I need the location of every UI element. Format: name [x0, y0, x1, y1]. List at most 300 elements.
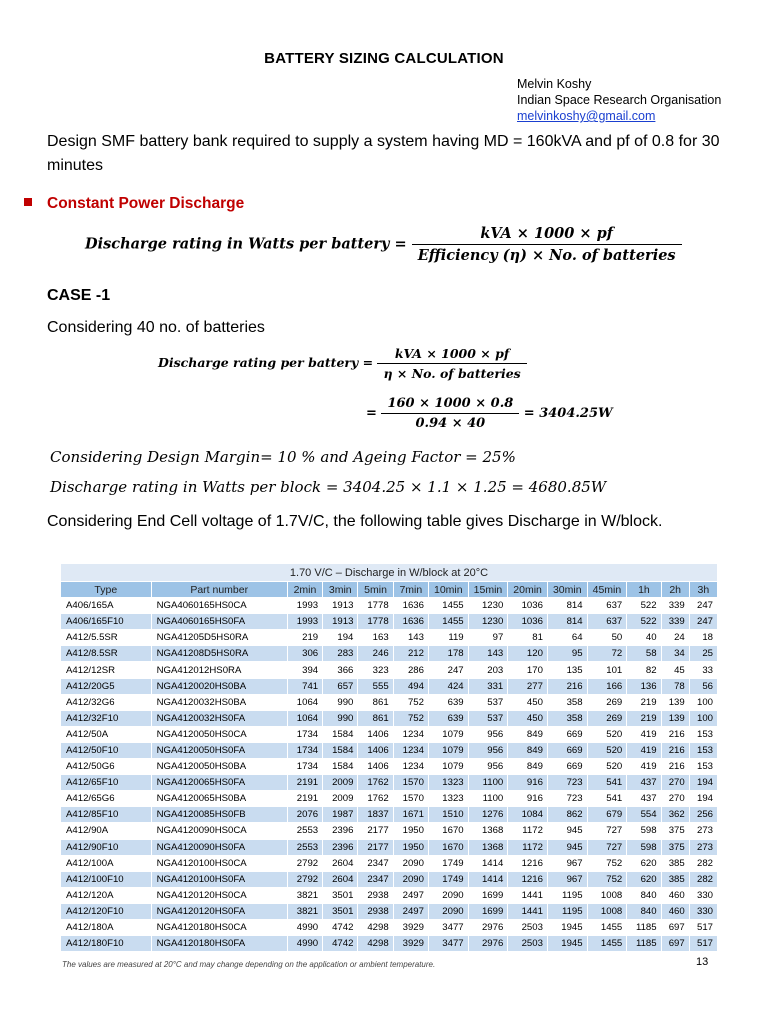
table-cell: 679 [587, 807, 627, 823]
table-cell: 216 [661, 742, 689, 758]
table-cell: 3821 [287, 903, 322, 919]
table-cell: 537 [468, 710, 508, 726]
table-cell: 366 [323, 662, 358, 678]
table-cell: 82 [627, 662, 661, 678]
table-cell: 219 [627, 694, 661, 710]
table-cell: 170 [508, 662, 548, 678]
table-cell: NGA4120050HS0FA [151, 742, 287, 758]
table-cell: 3501 [323, 903, 358, 919]
table-cell: 1234 [393, 742, 428, 758]
table-cell: 1216 [508, 855, 548, 871]
table-cell: 1195 [547, 887, 587, 903]
table-cell: A412/90F10 [61, 839, 152, 855]
table-cell: 1762 [358, 775, 393, 791]
table-cell: 1414 [468, 855, 508, 871]
table-cell: 330 [689, 887, 717, 903]
table-cell: 741 [287, 678, 322, 694]
table-cell: 669 [547, 726, 587, 742]
table-cell: 598 [627, 823, 661, 839]
table-cell: 990 [323, 694, 358, 710]
table-cell: 2553 [287, 823, 322, 839]
table-cell: 555 [358, 678, 393, 694]
table-title: 1.70 V/C – Discharge in W/block at 20°C [61, 564, 718, 582]
table-cell: 135 [547, 662, 587, 678]
table-cell: 2503 [508, 919, 548, 935]
table-row [61, 791, 718, 807]
table-cell: 1172 [508, 823, 548, 839]
table-cell: 219 [287, 630, 322, 646]
table-cell: A412/20G5 [61, 678, 152, 694]
table-cell: 119 [428, 630, 468, 646]
table-cell: A412/50A [61, 726, 152, 742]
table-cell: 24 [661, 630, 689, 646]
table-cell: 2009 [323, 775, 358, 791]
table-cell: 727 [587, 823, 627, 839]
table-cell: 72 [587, 646, 627, 662]
table-cell: 1441 [508, 887, 548, 903]
table-cell: NGA4120032HS0FA [151, 710, 287, 726]
table-cell: 4298 [358, 919, 393, 935]
table-cell: 216 [661, 726, 689, 742]
table-cell: NGA4120180HS0FA [151, 936, 287, 952]
table-cell: NGA4120085HS0FB [151, 807, 287, 823]
table-cell: 2191 [287, 791, 322, 807]
table-cell: A412/85F10 [61, 807, 152, 823]
table-cell: NGA4120100HS0FA [151, 871, 287, 887]
table-row [61, 678, 718, 694]
table-cell: 120 [508, 646, 548, 662]
column-header: 2min [287, 582, 322, 598]
table-cell: 2792 [287, 871, 322, 887]
equation-numeric [366, 396, 613, 431]
table-cell: 97 [468, 630, 508, 646]
table-cell: 385 [661, 855, 689, 871]
table-cell: 2497 [393, 887, 428, 903]
table-cell: 1079 [428, 759, 468, 775]
table-cell: 81 [508, 630, 548, 646]
table-cell: 1036 [508, 614, 548, 630]
table-cell: 166 [587, 678, 627, 694]
table-cell: 956 [468, 759, 508, 775]
table-cell: 520 [587, 742, 627, 758]
table-cell: 450 [508, 710, 548, 726]
eq3-equals: = [366, 406, 377, 421]
table-row [61, 823, 718, 839]
intro-paragraph: Design SMF battery bank required to supply a system having MD = 160kVA and pf of 0.8 for 30 minutes [47, 133, 720, 174]
table-cell: 460 [661, 903, 689, 919]
per-block-line: Discharge rating in Watts per block = 3404.25 × 1.1 × 1.25 = 4680.85W [50, 478, 607, 496]
design-margin-line: Considering Design Margin= 10 % and Ageing Factor = 25% [50, 448, 516, 466]
table-cell: NGA4120065HS0BA [151, 791, 287, 807]
table-cell: 2497 [393, 903, 428, 919]
table-cell: 375 [661, 823, 689, 839]
table-cell: 339 [661, 598, 689, 614]
table-cell: 2938 [358, 887, 393, 903]
case-heading: CASE -1 [47, 287, 111, 304]
table-cell: 2347 [358, 855, 393, 871]
table-cell: 541 [587, 775, 627, 791]
author-block [517, 76, 721, 124]
eq2-lhs: Discharge rating per battery = [158, 355, 374, 370]
table-cell: 522 [627, 614, 661, 630]
table-cell: 1084 [508, 807, 548, 823]
table-cell: 1993 [287, 598, 322, 614]
table-cell: 723 [547, 791, 587, 807]
table-cell: 1749 [428, 855, 468, 871]
table-cell: 1185 [627, 919, 661, 935]
table-cell: 1762 [358, 791, 393, 807]
table-cell: NGA4120180HS0CA [151, 919, 287, 935]
table-cell: 1636 [393, 614, 428, 630]
table-cell: 330 [689, 903, 717, 919]
table-cell: NGA4120065HS0FA [151, 775, 287, 791]
table-cell: 1195 [547, 903, 587, 919]
table-cell: 1734 [287, 742, 322, 758]
eq1-fraction [412, 225, 682, 264]
table-row [61, 646, 718, 662]
table-cell: 219 [627, 710, 661, 726]
table-cell: 1945 [547, 919, 587, 935]
table-cell: 522 [627, 598, 661, 614]
table-cell: 362 [661, 807, 689, 823]
table-header-row [61, 582, 718, 598]
discharge-table-container [60, 563, 718, 952]
table-cell: 2792 [287, 855, 322, 871]
table-cell: NGA4120032HS0BA [151, 694, 287, 710]
table-cell: 637 [587, 614, 627, 630]
column-header: 20min [508, 582, 548, 598]
table-cell: 339 [661, 614, 689, 630]
table-cell: 598 [627, 839, 661, 855]
table-cell: 143 [468, 646, 508, 662]
table-cell: 1230 [468, 598, 508, 614]
column-header: 30min [547, 582, 587, 598]
table-cell: 4742 [323, 936, 358, 952]
eq2-denominator: η × No. of batteries [383, 366, 521, 381]
table-cell: 1406 [358, 726, 393, 742]
table-cell: 814 [547, 598, 587, 614]
table-cell: 4298 [358, 936, 393, 952]
table-cell: 916 [508, 791, 548, 807]
end-cell-paragraph: Considering End Cell voltage of 1.7V/C, the following table gives Discharge in W/block. [47, 513, 663, 530]
table-cell: 1079 [428, 742, 468, 758]
table-cell: 2191 [287, 775, 322, 791]
table-cell: 752 [393, 710, 428, 726]
table-cell: A412/100F10 [61, 871, 152, 887]
table-cell: 1510 [428, 807, 468, 823]
table-cell: 1008 [587, 887, 627, 903]
table-cell: 1570 [393, 775, 428, 791]
table-cell: A412/120F10 [61, 903, 152, 919]
table-cell: A406/165F10 [61, 614, 152, 630]
table-cell: 64 [547, 630, 587, 646]
table-cell: 956 [468, 726, 508, 742]
table-cell: 153 [689, 726, 717, 742]
author-name: Melvin Koshy [517, 77, 592, 91]
table-cell: 1913 [323, 614, 358, 630]
table-cell: 4990 [287, 919, 322, 935]
table-cell: 956 [468, 742, 508, 758]
table-cell: NGA41205D5HS0RA [151, 630, 287, 646]
table-cell: NGA4120090HS0CA [151, 823, 287, 839]
table-cell: 752 [393, 694, 428, 710]
table-cell: 697 [661, 936, 689, 952]
table-cell: 1636 [393, 598, 428, 614]
table-cell: 34 [661, 646, 689, 662]
column-header: 1h [627, 582, 661, 598]
table-cell: 153 [689, 759, 717, 775]
table-cell: 216 [661, 759, 689, 775]
table-cell: 1584 [323, 726, 358, 742]
table-cell: 33 [689, 662, 717, 678]
table-cell: 3477 [428, 936, 468, 952]
table-cell: 1987 [323, 807, 358, 823]
table-cell: 2090 [428, 903, 468, 919]
table-cell: 1455 [428, 614, 468, 630]
bullet-square-icon [24, 198, 32, 206]
table-cell: 2177 [358, 823, 393, 839]
table-cell: 56 [689, 678, 717, 694]
table-cell: 2009 [323, 791, 358, 807]
table-cell: 697 [661, 919, 689, 935]
table-cell: 100 [689, 694, 717, 710]
table-cell: 637 [587, 598, 627, 614]
table-cell: A412/50G6 [61, 759, 152, 775]
table-cell: 840 [627, 887, 661, 903]
table-cell: 1584 [323, 759, 358, 775]
table-cell: 194 [689, 775, 717, 791]
table-cell: NGA4060165HS0CA [151, 598, 287, 614]
table-cell: 282 [689, 871, 717, 887]
table-cell: 2553 [287, 839, 322, 855]
table-cell: 752 [587, 855, 627, 871]
table-cell: 849 [508, 759, 548, 775]
table-cell: 256 [689, 807, 717, 823]
table-cell: 58 [627, 646, 661, 662]
table-cell: 40 [627, 630, 661, 646]
table-cell: 862 [547, 807, 587, 823]
table-row [61, 710, 718, 726]
table-cell: A412/8.5SR [61, 646, 152, 662]
table-cell: 2938 [358, 903, 393, 919]
table-cell: 1406 [358, 759, 393, 775]
table-body [61, 598, 718, 952]
eq1-lhs: Discharge rating in Watts per battery = [85, 235, 407, 253]
table-cell: 541 [587, 791, 627, 807]
table-cell: 520 [587, 759, 627, 775]
table-cell: A412/65G6 [61, 791, 152, 807]
column-header: 2h [661, 582, 689, 598]
table-cell: 269 [587, 710, 627, 726]
table-cell: 394 [287, 662, 322, 678]
eq2-numerator: kVA × 1000 × pf [377, 346, 526, 364]
table-cell: 2396 [323, 823, 358, 839]
table-cell: 1950 [393, 839, 428, 855]
eq1-denominator: Efficiency (η) × No. of batteries [417, 247, 676, 264]
table-cell: 1441 [508, 903, 548, 919]
table-cell: 247 [689, 614, 717, 630]
table-cell: A412/90A [61, 823, 152, 839]
column-header: 3h [689, 582, 717, 598]
table-cell: 1734 [287, 759, 322, 775]
table-cell: 18 [689, 630, 717, 646]
table-cell: 2604 [323, 871, 358, 887]
table-cell: 916 [508, 775, 548, 791]
table-cell: 1455 [428, 598, 468, 614]
table-cell: 1100 [468, 775, 508, 791]
table-cell: 1670 [428, 839, 468, 855]
table-cell: 460 [661, 887, 689, 903]
table-cell: 1064 [287, 710, 322, 726]
table-cell: 1230 [468, 614, 508, 630]
table-row [61, 919, 718, 935]
table-cell: 840 [627, 903, 661, 919]
table-cell: 247 [689, 598, 717, 614]
table-cell: 3821 [287, 887, 322, 903]
table-cell: NGA4120020HS0BA [151, 678, 287, 694]
table-cell: 136 [627, 678, 661, 694]
table-cell: 990 [323, 710, 358, 726]
table-cell: 639 [428, 694, 468, 710]
table-cell: 1671 [393, 807, 428, 823]
table-cell: 657 [323, 678, 358, 694]
table-cell: 277 [508, 678, 548, 694]
table-cell: 620 [627, 871, 661, 887]
table-cell: A412/50F10 [61, 742, 152, 758]
table-cell: 723 [547, 775, 587, 791]
table-cell: A412/12SR [61, 662, 152, 678]
table-cell: 419 [627, 759, 661, 775]
table-cell: 1670 [428, 823, 468, 839]
table-cell: 520 [587, 726, 627, 742]
table-cell: NGA412012HS0RA [151, 662, 287, 678]
table-cell: 270 [661, 791, 689, 807]
column-header: 7min [393, 582, 428, 598]
table-cell: 323 [358, 662, 393, 678]
table-cell: 1950 [393, 823, 428, 839]
table-cell: 1455 [587, 919, 627, 935]
table-footnote: The values are measured at 20°C and may change depending on the application or ambient temperature. [62, 960, 436, 969]
table-cell: A412/180F10 [61, 936, 152, 952]
table-cell: 437 [627, 791, 661, 807]
table-cell: 1185 [627, 936, 661, 952]
section-heading: Constant Power Discharge [47, 195, 245, 212]
table-cell: 1276 [468, 807, 508, 823]
table-cell: 375 [661, 839, 689, 855]
table-row [61, 726, 718, 742]
table-cell: 50 [587, 630, 627, 646]
eq3-result: = 3404.25W [523, 406, 613, 421]
column-header: 15min [468, 582, 508, 598]
table-cell: 1036 [508, 598, 548, 614]
table-row [61, 742, 718, 758]
table-cell: 2347 [358, 871, 393, 887]
table-cell: 2076 [287, 807, 322, 823]
table-cell: 1837 [358, 807, 393, 823]
table-cell: 1913 [323, 598, 358, 614]
column-header: Type [61, 582, 152, 598]
table-cell: 212 [393, 646, 428, 662]
table-row [61, 614, 718, 630]
table-cell: 1368 [468, 823, 508, 839]
table-cell: A412/180A [61, 919, 152, 935]
table-cell: 4742 [323, 919, 358, 935]
table-cell: 1234 [393, 726, 428, 742]
table-cell: 727 [587, 839, 627, 855]
table-cell: 3929 [393, 936, 428, 952]
table-cell: 1323 [428, 775, 468, 791]
table-cell: 1993 [287, 614, 322, 630]
table-cell: 3477 [428, 919, 468, 935]
table-cell: 1008 [587, 903, 627, 919]
table-cell: 282 [689, 855, 717, 871]
page-number: 13 [696, 956, 709, 968]
table-cell: 139 [661, 694, 689, 710]
eq1-numerator: kVA × 1000 × pf [412, 225, 682, 245]
table-cell: 101 [587, 662, 627, 678]
author-org: Indian Space Research Organisation [517, 93, 722, 107]
table-cell: 494 [393, 678, 428, 694]
column-header: Part number [151, 582, 287, 598]
table-cell: 2503 [508, 936, 548, 952]
table-cell: 2090 [428, 887, 468, 903]
table-cell: 2090 [393, 871, 428, 887]
table-cell: 358 [547, 710, 587, 726]
author-email-link[interactable]: melvinkoshy@gmail.com [517, 109, 656, 123]
table-cell: 100 [689, 710, 717, 726]
table-cell: 1323 [428, 791, 468, 807]
table-cell: 1368 [468, 839, 508, 855]
table-cell: A412/32F10 [61, 710, 152, 726]
table-cell: 669 [547, 742, 587, 758]
table-cell: 4990 [287, 936, 322, 952]
table-cell: 1734 [287, 726, 322, 742]
column-header: 3min [323, 582, 358, 598]
eq3-numerator: 160 × 1000 × 0.8 [381, 396, 519, 414]
table-cell: A406/165A [61, 598, 152, 614]
table-cell: 1406 [358, 742, 393, 758]
table-row [61, 598, 718, 614]
table-cell: 419 [627, 742, 661, 758]
table-cell: 283 [323, 646, 358, 662]
table-cell: 814 [547, 614, 587, 630]
table-cell: NGA4120050HS0BA [151, 759, 287, 775]
table-cell: 247 [428, 662, 468, 678]
table-cell: NGA4120120HS0FA [151, 903, 287, 919]
table-cell: 1945 [547, 936, 587, 952]
table-cell: 554 [627, 807, 661, 823]
table-cell: 1749 [428, 871, 468, 887]
eq2-fraction [377, 346, 526, 381]
table-row [61, 887, 718, 903]
column-header: 5min [358, 582, 393, 598]
discharge-table [60, 563, 718, 952]
table-cell: 1699 [468, 903, 508, 919]
table-cell: 306 [287, 646, 322, 662]
table-cell: 270 [661, 775, 689, 791]
table-cell: 945 [547, 839, 587, 855]
table-cell: 286 [393, 662, 428, 678]
table-cell: 2976 [468, 936, 508, 952]
table-cell: 967 [547, 855, 587, 871]
table-cell: 2177 [358, 839, 393, 855]
table-cell: A412/100A [61, 855, 152, 871]
table-cell: NGA4120090HS0FA [151, 839, 287, 855]
table-cell: 450 [508, 694, 548, 710]
table-cell: 246 [358, 646, 393, 662]
table-row [61, 759, 718, 775]
table-cell: 3501 [323, 887, 358, 903]
